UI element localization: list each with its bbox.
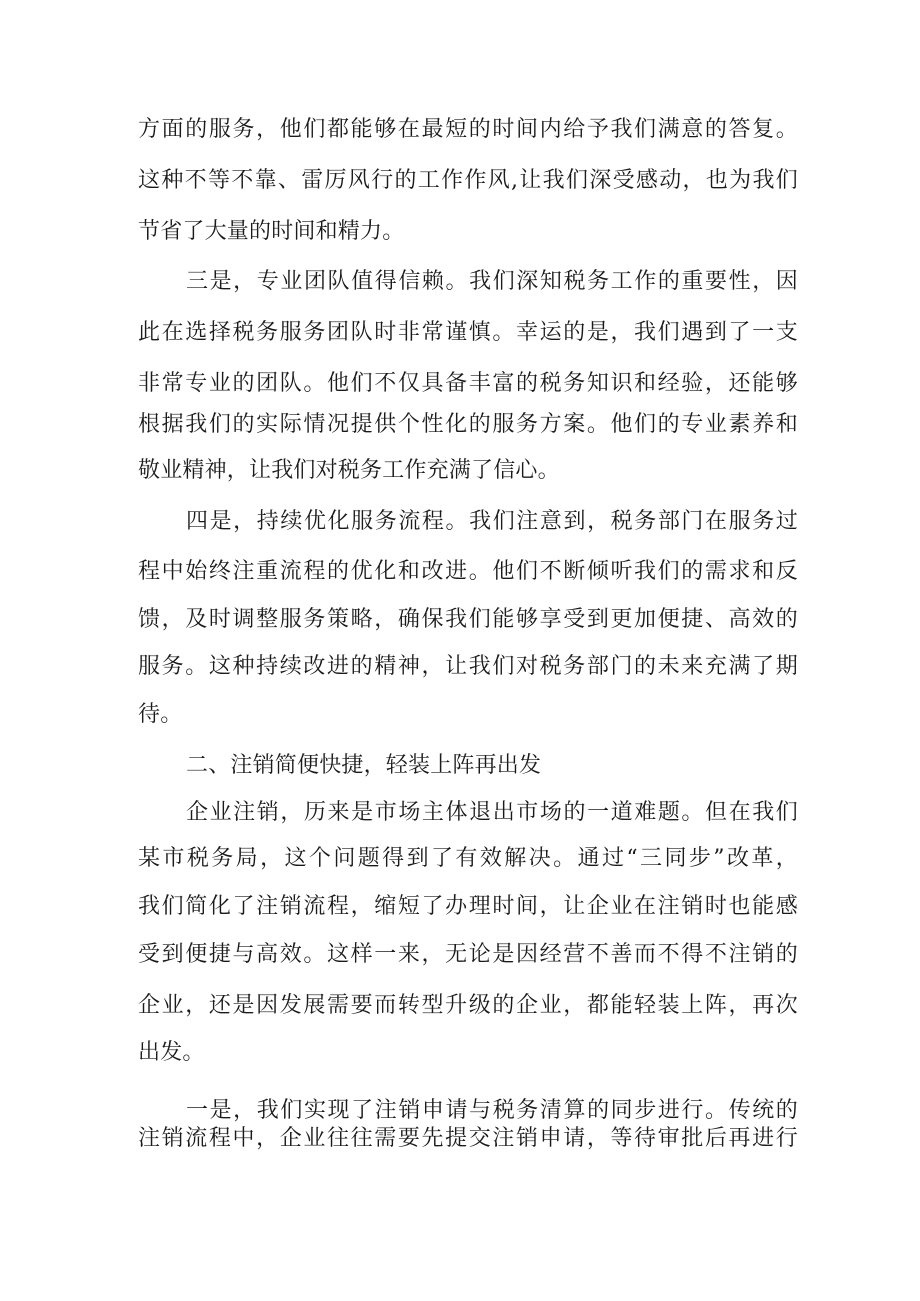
paragraph-line: 注销流程中，企业往往需要先提交注销申请，等待审批后再进行 (138, 1126, 798, 1151)
paragraph-line: 我们简化了注销流程，缩短了办理时间，让企业在注销时也能感 (138, 894, 798, 919)
paragraph-line: 某市税务局，这个问题得到了有效解决。通过“三同步”改革， (138, 846, 798, 871)
paragraph-line: 敬业精神，让我们对税务工作充满了信心。 (138, 458, 560, 483)
paragraph-line: 企业注销，历来是市场主体退出市场的一道难题。但在我们 (186, 800, 798, 825)
paragraph-line: 三是，专业团队值得信赖。我们深知税务工作的重要性，因 (186, 269, 798, 294)
paragraph-line: 一是，我们实现了注销申请与税务清算的同步进行。传统的 (186, 1098, 798, 1123)
paragraph-line: 四是，持续优化服务流程。我们注意到，税务部门在服务过 (186, 509, 798, 534)
paragraph-line: 出发。 (138, 1040, 205, 1065)
paragraph-line: 企业，还是因发展需要而转型升级的企业，都能轻装上阵，再次 (138, 993, 798, 1018)
paragraph-line: 非常专业的团队。他们不仅具备丰富的税务知识和经验，还能够 (138, 371, 798, 396)
paragraph-line: 节省了大量的时间和精力。 (138, 219, 405, 244)
paragraph-line: 馈，及时调整服务策略，确保我们能够享受到更加便捷、高效的 (138, 607, 798, 632)
paragraph-line: 服务。这种持续改进的精神，让我们对税务部门的未来充满了期 (138, 654, 798, 679)
paragraph-line: 方面的服务，他们都能够在最短的时间内给予我们满意的答复。 (138, 117, 798, 142)
paragraph-line: 程中始终注重流程的优化和改进。他们不断倾听我们的需求和反 (138, 559, 798, 584)
paragraph-line: 待。 (138, 702, 183, 727)
section-heading: 二、注销简便快捷，轻装上阵再出发 (186, 753, 542, 778)
paragraph-line: 此在选择税务服务团队时非常谨慎。幸运的是，我们遇到了一支 (138, 320, 798, 345)
paragraph-line: 根据我们的实际情况提供个性化的服务方案。他们的专业素养和 (138, 412, 798, 437)
paragraph-line: 这种不等不靠、雷厉风行的工作作风,让我们深受感动，也为我们 (138, 168, 798, 193)
paragraph-line: 受到便捷与高效。这样一来，无论是因经营不善而不得不注销的 (138, 942, 798, 967)
